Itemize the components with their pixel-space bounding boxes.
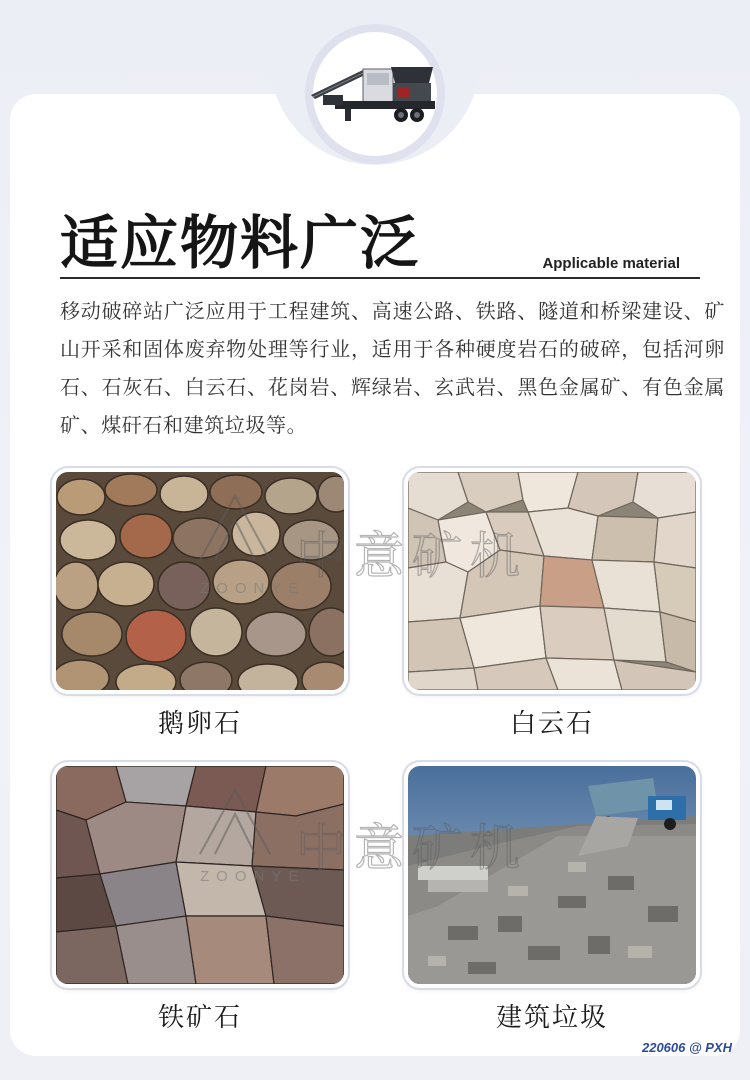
title-divider	[60, 277, 700, 279]
brand-watermark-en: ZOONYE	[200, 868, 306, 885]
pebble-photo	[56, 472, 344, 690]
material-label-iron-ore: 铁矿石	[157, 1003, 242, 1033]
brand-watermark-en: ZOONYE	[200, 580, 306, 597]
dolomite-photo	[408, 472, 696, 690]
description-paragraph: 移动破碎站广泛应用于工程建筑、高速公路、铁路、隧道和桥梁建设、矿山开采和固体废弃物处理等行业，适用于各种硬度岩石的破碎，包括河卵石、石灰石、白云石、花岗岩、辉绿岩、玄武岩、黑色金属矿、有色金属矿、煤矸石和建筑垃圾等。	[60, 299, 725, 437]
page-subtitle: Applicable material	[542, 255, 680, 272]
construction-waste-photo	[408, 766, 696, 984]
page-title: 适应物料广泛	[60, 209, 421, 277]
dolomite-image-card	[404, 468, 700, 694]
iron-ore-image-card	[52, 762, 348, 988]
iron-ore-photo	[56, 766, 344, 984]
mobile-crusher-illustration	[305, 55, 445, 135]
material-label-dolomite: 白云石	[509, 709, 594, 739]
material-label-construction-waste: 建筑垃圾	[495, 1003, 608, 1033]
pebble-image-card	[52, 468, 348, 694]
construction-waste-image-card	[404, 762, 700, 988]
material-label-pebble: 鹅卵石	[157, 709, 242, 739]
footer-code: 220606 @ PXH	[641, 1040, 732, 1055]
